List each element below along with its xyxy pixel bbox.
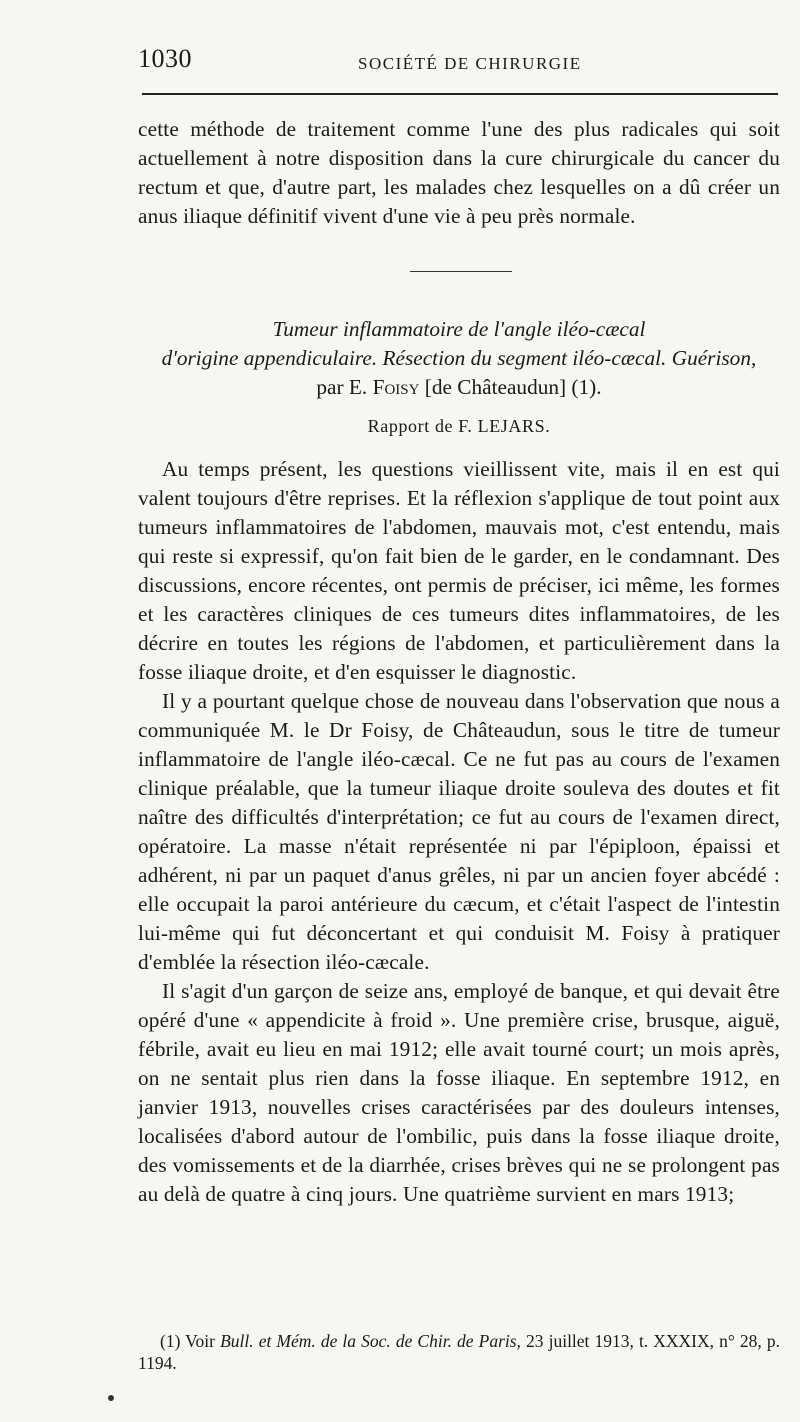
body-paragraph: Il y a pourtant quelque chose de nouveau dans l'observation que nous a communiquée M. le Dr Foisy, de Châteaudun, sous le titre de tumeur inflammatoire de l'angle iléo-cæcal. Ce ne fut pas au cours de l'examen clinique préalable, que la tumeur iliaque droite souleva des doutes et fit naître des difficultés d'interprétation; ce fut au cours de l'examen direct, opératoire. La masse n'était représentée ni par l'épiploon, épaissi et adhérent, ni par un paquet d'anus grêles, ni par un ancien foyer abcédé : elle occupait la paroi antérieure du cæcum, et c'était l'aspect de l'intestin lui-même qui fut déconcertant et qui conduisit M. Foisy à pratiquer d'emblée la résection iléo-cæcale. bbox=[138, 689, 780, 974]
intro-paragraph-block bbox=[138, 115, 780, 231]
article-title-line-1: Tumeur inflammatoire de l'angle iléo-cæcal bbox=[272, 317, 646, 341]
body-paragraph: Au temps présent, les questions vieillissent vite, mais il en est qui valent toujours d'être reprises. Et la réflexion s'applique de tout point aux tumeurs inflammatoires de l'abdomen, mauvais mot, c'est entendu, mais qui reste si expressif, qu'on fait bien de le garder, en le condamnant. Des discussions, encore récentes, ont permis de préciser, ici même, les formes et les caractères cliniques de ces tumeurs dites inflammatoires, de les décrire en toutes les régions de l'abdomen, et particulièrement dans la fosse iliaque droite, et d'en esquisser le diagnostic. bbox=[138, 457, 780, 684]
author-prefix: par E. bbox=[316, 375, 373, 399]
page-header bbox=[138, 44, 778, 84]
body-paragraph: Il s'agit d'un garçon de seize ans, employé de banque, et qui devait être opéré d'une « appendicite à froid ». Une première crise, brusque, aiguë, fébrile, avait eu lieu en mai 1912; elle avait tourné court; un mois après, on ne sentait plus rien dans la fosse iliaque. En septembre 1912, en janvier 1913, nouvelles crises caractérisées par des douleurs intenses, localisées d'abord autour de l'ombilic, puis dans la fosse iliaque droite, des vomissements et de la diarrhée, crises brèves qui ne se prolongent pas au delà de quatre à cinq jours. Une quatrième survient en mars 1913; bbox=[138, 979, 780, 1206]
margin-mark bbox=[108, 1395, 114, 1401]
article-author bbox=[138, 373, 780, 402]
article-body bbox=[138, 455, 780, 1209]
footnote bbox=[138, 1330, 780, 1374]
article-title-line-2: d'origine appendiculaire. Résection du segment iléo-cæcal. Guérison, bbox=[161, 346, 757, 370]
article-title bbox=[138, 315, 780, 402]
running-title: SOCIÉTÉ DE CHIRURGIE bbox=[358, 54, 582, 73]
footnote-suffix: 23 juillet 1913, t. XXXIX, n° 28, p. 1194. bbox=[138, 1331, 780, 1373]
section-divider bbox=[410, 271, 512, 272]
intro-paragraph: cette méthode de traitement comme l'une des plus radicales qui soit actuellement à notre disposition dans la cure chirurgicale du cancer du rectum et que, d'autre part, les malades chez lesquelles on a dû créer un anus iliaque définitif vivent d'une vie à peu près normale. bbox=[138, 117, 780, 228]
author-name: Foisy bbox=[372, 375, 420, 399]
page-number: 1030 bbox=[138, 44, 192, 73]
report-byline: Rapport de F. LEJARS. bbox=[367, 416, 551, 436]
author-suffix: [de Châteaudun] (1). bbox=[419, 375, 602, 399]
footnote-source: Bull. et Mém. de la Soc. de Chir. de Paris, bbox=[220, 1331, 521, 1351]
footnote-text bbox=[138, 1330, 780, 1374]
footnote-prefix: (1) Voir bbox=[160, 1331, 221, 1351]
header-rule bbox=[142, 93, 778, 95]
